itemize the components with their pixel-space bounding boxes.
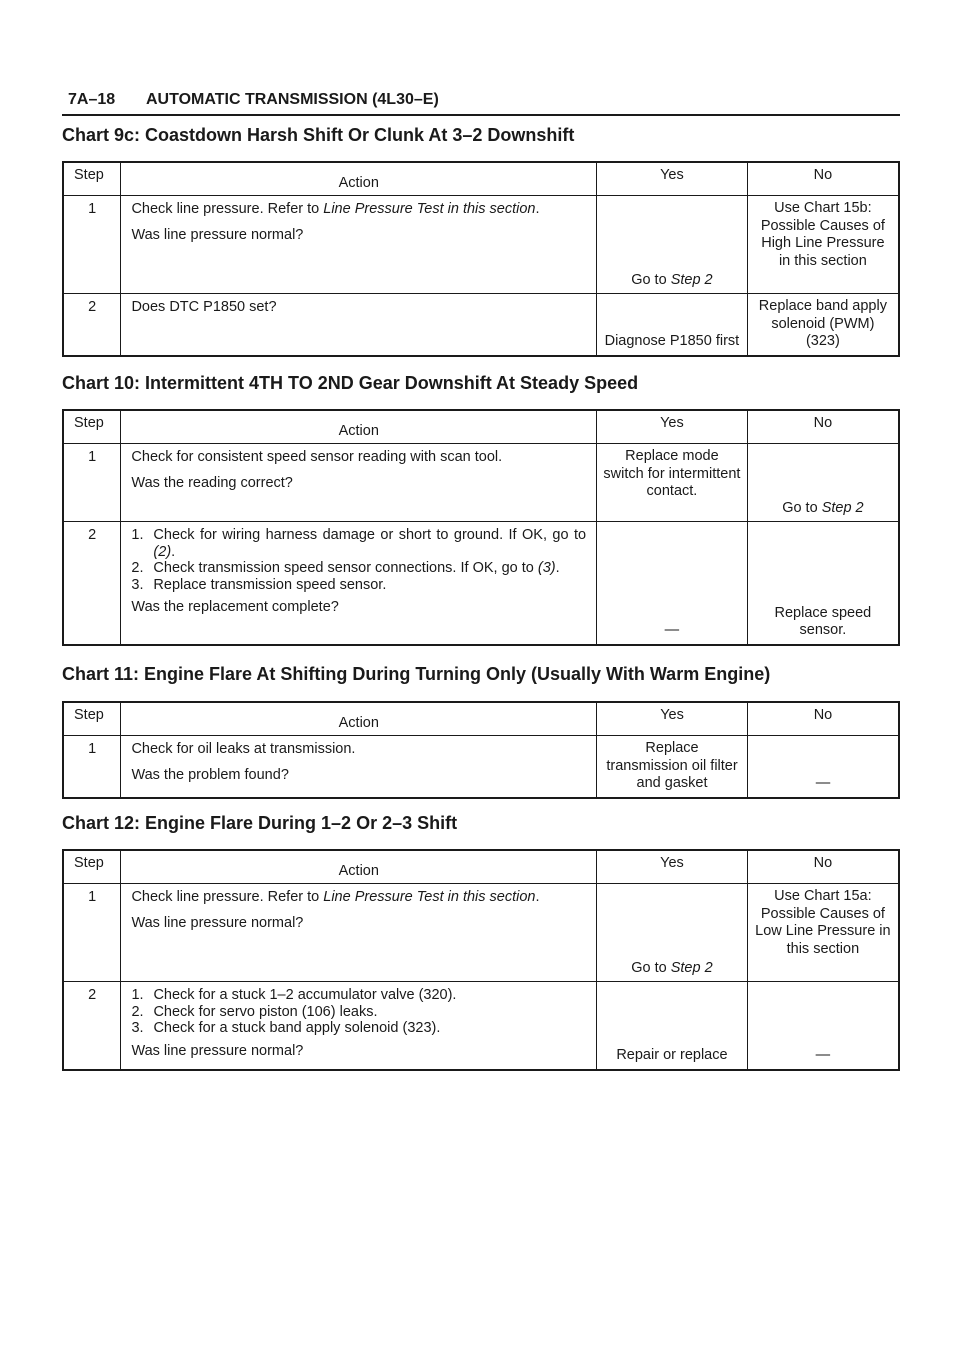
action-question: Was line pressure normal? xyxy=(131,1042,304,1059)
step-number: 2 xyxy=(63,982,121,1070)
table-header-row xyxy=(63,850,899,884)
list-item: 1. Check for wiring harness damage or short to ground. If OK, go to (2). xyxy=(131,527,587,560)
table-row xyxy=(63,884,899,982)
action-column-header: Action xyxy=(121,702,597,736)
no-result: Replace speed sensor. xyxy=(747,522,899,645)
chart-10-table xyxy=(62,409,900,646)
yes-result: Diagnose P1850 first xyxy=(597,294,748,356)
table-row xyxy=(63,444,899,522)
no-column-header: No xyxy=(747,850,899,884)
step-reference: Step 2 xyxy=(821,499,864,516)
step-column-header: Step xyxy=(63,850,121,884)
yes-column-header: Yes xyxy=(597,702,748,736)
yes-result: Go to Step 2 xyxy=(597,196,748,294)
step-number: 1 xyxy=(63,736,121,798)
action-question: Was the reading correct? xyxy=(131,475,293,491)
page-number: 7A–18 xyxy=(68,91,116,108)
no-column-header: No xyxy=(747,162,899,196)
chart-10-title: Chart 10: Intermittent 4TH TO 2ND Gear Downshift At Steady Speed xyxy=(62,373,639,393)
step-number: 1 xyxy=(63,884,121,982)
yes-result: Replace transmission oil filter and gasket xyxy=(597,736,748,798)
yes-column-header: Yes xyxy=(597,410,748,444)
no-column-header: No xyxy=(747,702,899,736)
section-title: AUTOMATIC TRANSMISSION (4L30–E) xyxy=(146,91,439,108)
table-header-row xyxy=(63,410,899,444)
step-column-header: Step xyxy=(63,410,121,444)
step-column-header: Step xyxy=(63,162,121,196)
step-column-header: Step xyxy=(63,702,121,736)
table-row xyxy=(63,294,899,356)
yes-result: Repair or replace xyxy=(597,982,748,1070)
no-result: — xyxy=(747,982,899,1070)
table-header-row xyxy=(63,162,899,196)
yes-result: — xyxy=(597,522,748,645)
action-question: Was line pressure normal? xyxy=(131,227,304,243)
page-header xyxy=(62,88,900,116)
yes-result: Replace mode switch for intermittent contact. xyxy=(597,444,748,522)
list-item: 3. Check for a stuck band apply solenoid (323). xyxy=(131,1020,441,1036)
action-cell xyxy=(121,736,597,798)
yes-column-header: Yes xyxy=(597,162,748,196)
no-result: Replace band apply solenoid (PWM) (323) xyxy=(747,294,899,356)
no-result: Go to Step 2 xyxy=(747,444,899,522)
chart-12-title: Chart 12: Engine Flare During 1–2 Or 2–3 Shift xyxy=(62,813,458,833)
action-column-header: Action xyxy=(121,162,597,196)
step-number: 1 xyxy=(63,196,121,294)
yes-column-header: Yes xyxy=(597,850,748,884)
yes-result: Go to Step 2 xyxy=(597,884,748,982)
step-number: 2 xyxy=(63,522,121,645)
action-cell xyxy=(121,444,597,522)
action-question: Was the replacement complete? xyxy=(131,599,339,615)
action-cell xyxy=(121,982,597,1070)
list-item: 1. Check for a stuck 1–2 accumulator valve (320). xyxy=(131,987,457,1003)
no-result: Use Chart 15b: Possible Causes of High Line Pressure in this section xyxy=(747,196,899,294)
list-item: 3. Replace transmission speed sensor. xyxy=(131,576,387,593)
action-cell xyxy=(121,522,597,645)
action-list xyxy=(131,987,586,1037)
action-text: Does DTC P1850 set? xyxy=(121,294,597,356)
no-result: — xyxy=(747,736,899,798)
action-text: Check for consistent speed sensor reading with scan tool. xyxy=(131,449,503,465)
chart-12-table xyxy=(62,849,900,1071)
step-reference: Step 2 xyxy=(670,959,713,976)
action-text: Check line pressure. Refer to Line Pressure Test in this section. xyxy=(131,201,540,217)
action-question: Was line pressure normal? xyxy=(131,915,304,931)
table-row xyxy=(63,982,899,1070)
no-column-header: No xyxy=(747,410,899,444)
table-row xyxy=(63,522,899,645)
list-item: 2. Check transmission speed sensor connections. If OK, go to (3). xyxy=(131,560,560,576)
chart-9c-table xyxy=(62,161,900,357)
chart-9c-title: Chart 9c: Coastdown Harsh Shift Or Clunk At 3–2 Downshift xyxy=(62,125,575,145)
chart-11-table xyxy=(62,701,900,799)
action-text: Check line pressure. Refer to Line Pressure Test in this section. xyxy=(131,889,540,905)
reference-link-text: Line Pressure Test in this section xyxy=(323,889,536,905)
chart-11-title: Chart 11: Engine Flare At Shifting During Turning Only (Usually With Warm Engine) xyxy=(62,664,771,684)
reference-link-text: Line Pressure Test in this section xyxy=(323,201,536,217)
table-header-row xyxy=(63,702,899,736)
action-cell xyxy=(121,884,597,982)
action-question: Was the problem found? xyxy=(131,767,289,783)
action-list xyxy=(131,527,586,593)
action-text: Check for oil leaks at transmission. xyxy=(131,741,356,757)
step-number: 1 xyxy=(63,444,121,522)
action-column-header: Action xyxy=(121,410,597,444)
action-column-header: Action xyxy=(121,850,597,884)
step-reference: Step 2 xyxy=(670,271,713,288)
list-item: 2. Check for servo piston (106) leaks. xyxy=(131,1003,378,1020)
table-row xyxy=(63,196,899,294)
step-number: 2 xyxy=(63,294,121,356)
no-result: Use Chart 15a: Possible Causes of Low Line Pressure in this section xyxy=(747,884,899,982)
table-row xyxy=(63,736,899,798)
action-cell xyxy=(121,196,597,294)
